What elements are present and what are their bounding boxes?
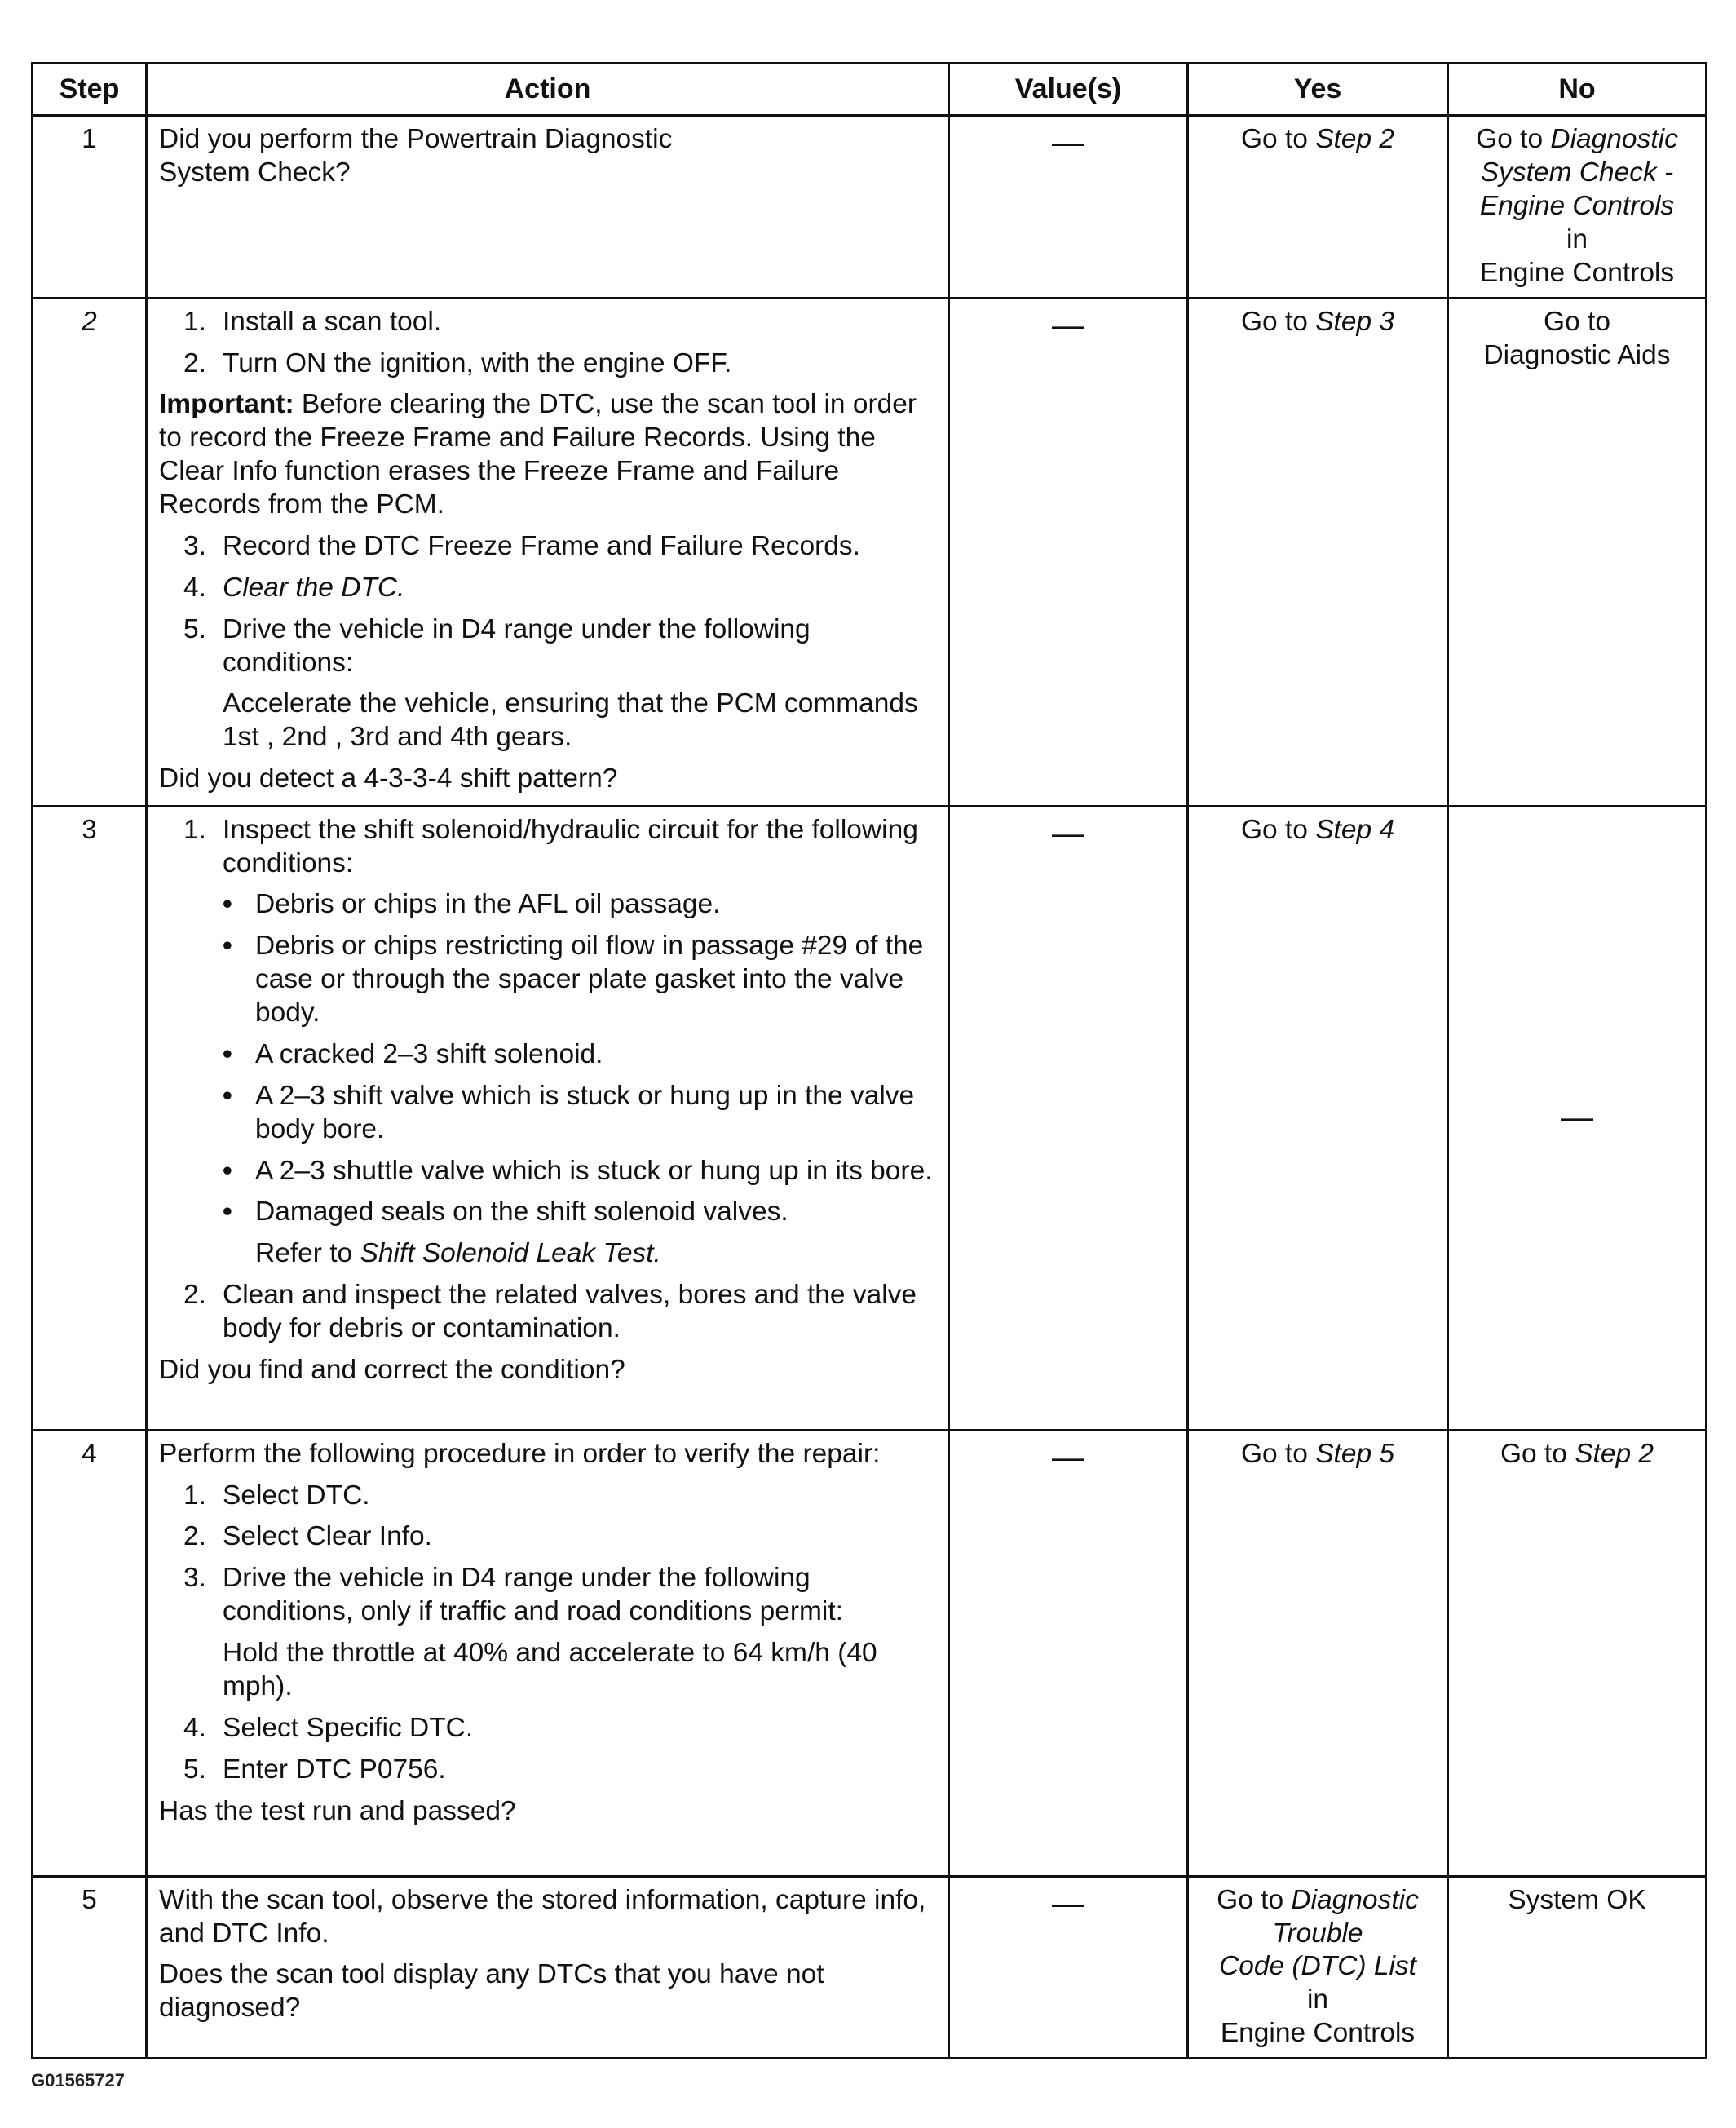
list-item: 2. Turn ON the ignition, with the engine OFF. xyxy=(183,347,732,378)
list-item: 1. Install a scan tool. xyxy=(183,306,442,337)
value-cell: — xyxy=(949,1430,1188,1876)
no-cell: Go to Diagnostic Aids xyxy=(1448,298,1707,806)
list-item: 4. Clear the DTC. xyxy=(183,572,405,603)
step-number: 5 xyxy=(33,1876,147,2058)
action-cell xyxy=(147,298,949,806)
yes-cell: Go to Step 5 xyxy=(1188,1430,1448,1876)
list-item: 5. Enter DTC P0756. xyxy=(183,1754,446,1785)
step-number: 1 xyxy=(33,116,147,298)
no-cell: — xyxy=(1448,806,1707,1430)
intro-text: Perform the following procedure in order to verify the repair: xyxy=(159,1438,881,1469)
list-item: 2. Select Clear Info. xyxy=(183,1521,432,1552)
question-text: Does the scan tool display any DTCs that you have not diagnosed? xyxy=(159,1959,824,2024)
header-values: Value(s) xyxy=(949,64,1188,116)
table-row xyxy=(33,806,1707,1430)
table-header-row xyxy=(33,64,1707,116)
question-text: Did you find and correct the condition? xyxy=(159,1354,625,1385)
diagnostic-table xyxy=(31,62,1707,2059)
sub-instruction: Hold the throttle at 40% and accelerate to 64 km/h (40 mph). xyxy=(223,1638,877,1701)
value-cell: — xyxy=(949,1876,1188,2058)
header-step: Step xyxy=(33,64,147,116)
leak-test-link[interactable]: Shift Solenoid Leak Test. xyxy=(360,1238,661,1269)
step-number: 2 xyxy=(33,298,147,806)
figure-id: G01565727 xyxy=(31,2070,125,2090)
list-item: 2. Clean and inspect the related valves, bores and the valve body for debris or contamination. xyxy=(183,1280,917,1343)
step-number: 4 xyxy=(33,1430,147,1876)
list-item: 3. Drive the vehicle in D4 range under the following conditions, only if traffic and road conditions permit: xyxy=(183,1563,843,1627)
sub-instruction: Accelerate the vehicle, ensuring that the PCM commands 1st , 2nd , 3rd and 4th gears. xyxy=(223,688,918,753)
header-yes: Yes xyxy=(1188,64,1448,116)
value-cell: — xyxy=(949,806,1188,1430)
action-cell xyxy=(147,1430,949,1876)
step-link[interactable]: Step 4 xyxy=(1315,814,1395,845)
no-cell: System OK xyxy=(1448,1876,1707,2058)
question-text: Did you detect a 4-3-3-4 shift pattern? xyxy=(159,763,618,794)
yes-cell: Go to Step 4 xyxy=(1188,806,1448,1430)
list-item: 1. Select DTC. xyxy=(183,1480,370,1511)
action-cell xyxy=(147,1876,949,2058)
table-row xyxy=(33,298,1707,806)
action-text: Did you perform the Powertrain Diagnostic xyxy=(159,124,673,155)
action-cell xyxy=(147,806,949,1430)
table-row xyxy=(33,116,1707,298)
list-item: 1. Inspect the shift solenoid/hydraulic circuit for the following conditions: xyxy=(183,814,918,878)
table-row xyxy=(33,1876,1707,2058)
value-cell: — xyxy=(949,298,1188,806)
yes-cell: Go to Diagnostic Trouble Code (DTC) List in Engine Controls xyxy=(1188,1876,1448,2058)
important-note: Important: Before clearing the DTC, use the scan tool in order to record the Freeze Frame and Failure Records. Using the Clear Info function erases the Freeze Frame and Failure Records from the PCM. xyxy=(159,389,917,520)
step-link[interactable]: Step 2 xyxy=(1315,124,1395,155)
bullet-item: • Debris or chips restricting oil flow in passage #29 of the case or through the spacer plate gasket into the valve body. xyxy=(223,931,924,1029)
yes-cell: Go to Step 2 xyxy=(1188,116,1448,298)
refer-text: Refer to Shift Solenoid Leak Test. xyxy=(255,1238,661,1269)
question-text: Has the test run and passed? xyxy=(159,1795,516,1826)
bullet-item: • A 2–3 shuttle valve which is stuck or hung up in its bore. xyxy=(223,1155,933,1186)
step-link[interactable]: Step 2 xyxy=(1575,1438,1654,1469)
action-cell xyxy=(147,116,949,298)
bullet-item: • A 2–3 shift valve which is stuck or hung up in the valve body bore. xyxy=(223,1080,915,1144)
yes-cell: Go to Step 3 xyxy=(1188,298,1448,806)
step-link[interactable]: Step 3 xyxy=(1315,306,1395,337)
list-item: 5. Drive the vehicle in D4 range under the following conditions: xyxy=(183,613,811,678)
header-action: Action xyxy=(147,64,949,116)
bullet-item: • A cracked 2–3 shift solenoid. xyxy=(223,1038,603,1069)
diagnostic-aids-link[interactable]: Diagnostic Aids xyxy=(1483,339,1671,370)
list-item: 3. Record the DTC Freeze Frame and Failure Records. xyxy=(183,530,860,561)
diagnostic-link[interactable]: Diagnostic xyxy=(1550,124,1678,155)
action-text: With the scan tool, observe the stored information, capture info, and DTC Info. xyxy=(159,1884,926,1949)
bullet-item: • Damaged seals on the shift solenoid valves. xyxy=(223,1197,788,1228)
action-text: System Check? xyxy=(159,157,351,188)
value-cell: — xyxy=(949,116,1188,298)
no-cell: Go to Step 2 xyxy=(1448,1430,1707,1876)
table-row xyxy=(33,1430,1707,1876)
header-no: No xyxy=(1448,64,1707,116)
step-link[interactable]: Step 5 xyxy=(1315,1438,1395,1469)
dtc-list-link[interactable]: Diagnostic xyxy=(1291,1884,1419,1915)
step-number: 3 xyxy=(33,806,147,1430)
bullet-item: • Debris or chips in the AFL oil passage. xyxy=(223,889,721,920)
list-item: 4. Select Specific DTC. xyxy=(183,1712,474,1743)
no-cell: Go to Diagnostic System Check - Engine Controls in Engine Controls xyxy=(1448,116,1707,298)
